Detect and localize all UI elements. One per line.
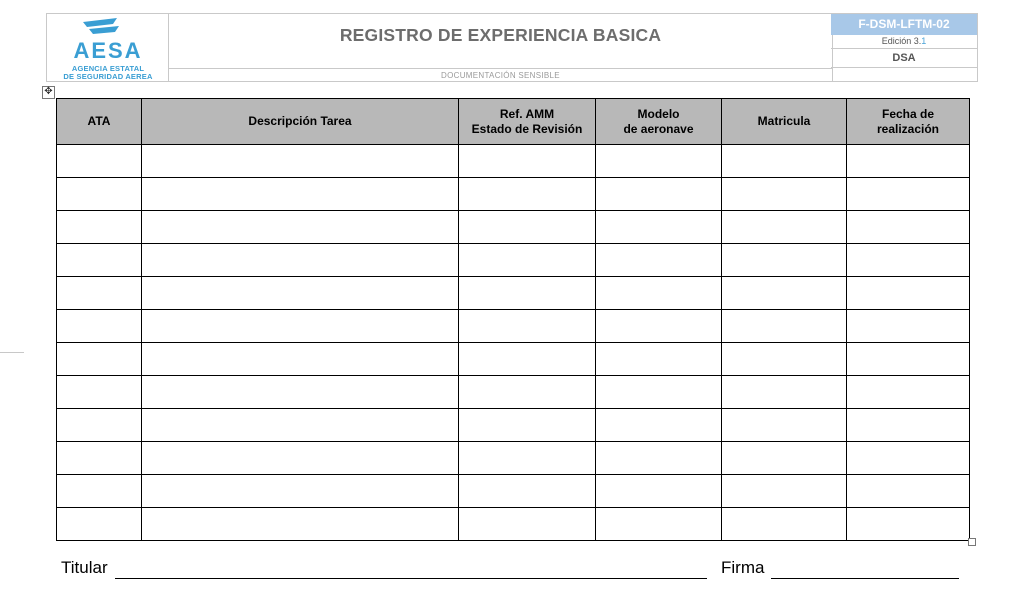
experience-table: [56, 98, 970, 541]
table-row: [57, 244, 970, 277]
table-row: [57, 409, 970, 442]
logo-line-2: DE SEGURIDAD AEREA: [63, 72, 153, 81]
table-cell[interactable]: [57, 178, 142, 211]
table-cell[interactable]: [459, 475, 596, 508]
table-cell[interactable]: [722, 475, 847, 508]
table-cell[interactable]: [57, 211, 142, 244]
table-cell[interactable]: [847, 475, 970, 508]
table-cell[interactable]: [57, 343, 142, 376]
table-cell[interactable]: [57, 442, 142, 475]
table-cell[interactable]: [847, 277, 970, 310]
move-handle-icon[interactable]: ✥: [42, 86, 55, 99]
table-cell[interactable]: [596, 244, 722, 277]
table-row: [57, 343, 970, 376]
table-cell[interactable]: [722, 409, 847, 442]
table-cell[interactable]: [722, 277, 847, 310]
table-cell[interactable]: [459, 178, 596, 211]
table-row: [57, 178, 970, 211]
table-cell[interactable]: [57, 475, 142, 508]
table-cell[interactable]: [847, 211, 970, 244]
table-cell[interactable]: [596, 508, 722, 541]
table-cell[interactable]: [142, 211, 459, 244]
table-cell[interactable]: [459, 145, 596, 178]
table-cell[interactable]: [459, 376, 596, 409]
logo-wordmark: AESA: [73, 38, 143, 63]
table-cell[interactable]: [57, 508, 142, 541]
table-cell[interactable]: [142, 376, 459, 409]
table-row: [57, 211, 970, 244]
table-cell[interactable]: [596, 277, 722, 310]
table-cell[interactable]: [847, 178, 970, 211]
table-cell[interactable]: [459, 277, 596, 310]
col-header-ata: ATA: [57, 99, 142, 145]
table-cell[interactable]: [596, 145, 722, 178]
table-cell[interactable]: [722, 508, 847, 541]
table-cell[interactable]: [847, 145, 970, 178]
col-header-matricula: Matricula: [722, 99, 847, 145]
table-cell[interactable]: [57, 310, 142, 343]
table-cell[interactable]: [596, 310, 722, 343]
table-cell[interactable]: [142, 442, 459, 475]
table-cell[interactable]: [847, 244, 970, 277]
edition-suffix: 1: [921, 36, 927, 46]
aesa-logo-icon: [77, 18, 137, 40]
table-row: [57, 508, 970, 541]
table-cell[interactable]: [459, 409, 596, 442]
table-row: [57, 475, 970, 508]
table-cell[interactable]: [847, 343, 970, 376]
col-header-fecha: Fecha de realización: [847, 99, 970, 145]
table-row: [57, 277, 970, 310]
table-cell[interactable]: [722, 310, 847, 343]
table-cell[interactable]: [459, 211, 596, 244]
table-header-row: [57, 99, 970, 145]
firma-line[interactable]: [771, 578, 959, 579]
table-cell[interactable]: [596, 178, 722, 211]
table-cell[interactable]: [596, 211, 722, 244]
table-cell[interactable]: [459, 343, 596, 376]
title-cell: [168, 13, 833, 82]
table-cell[interactable]: [142, 145, 459, 178]
table-cell[interactable]: [142, 409, 459, 442]
table-cell[interactable]: [57, 145, 142, 178]
table-row: [57, 442, 970, 475]
table-cell[interactable]: [596, 343, 722, 376]
table-cell[interactable]: [847, 409, 970, 442]
document-header: [46, 13, 978, 82]
edition-label: [831, 35, 977, 49]
table-cell[interactable]: [847, 376, 970, 409]
table-row: [57, 310, 970, 343]
table-row: [57, 145, 970, 178]
table-cell[interactable]: [596, 376, 722, 409]
table-cell[interactable]: [722, 178, 847, 211]
table-cell[interactable]: [142, 475, 459, 508]
document-title: REGISTRO DE EXPERIENCIA BASICA: [339, 25, 662, 45]
table-cell[interactable]: [142, 244, 459, 277]
table-cell[interactable]: [722, 145, 847, 178]
table-cell[interactable]: [57, 277, 142, 310]
table-cell[interactable]: [57, 409, 142, 442]
table-cell[interactable]: [142, 310, 459, 343]
table-cell[interactable]: [459, 310, 596, 343]
table-cell[interactable]: [142, 178, 459, 211]
titular-line[interactable]: [115, 578, 707, 579]
table-cell[interactable]: [459, 442, 596, 475]
resize-handle-icon[interactable]: [968, 538, 976, 546]
table-cell[interactable]: [847, 508, 970, 541]
document-code: F-DSM-LFTM-02: [831, 14, 977, 35]
margin-tick: [0, 352, 24, 353]
table-cell[interactable]: [459, 508, 596, 541]
col-header-ref-amm: Ref. AMM Estado de Revisión: [459, 99, 596, 145]
firma-label: Firma: [721, 558, 765, 577]
table-body: [57, 145, 970, 541]
table-cell[interactable]: [722, 343, 847, 376]
table-cell[interactable]: [722, 442, 847, 475]
table-cell[interactable]: [722, 376, 847, 409]
col-header-modelo: Modelo de aeronave: [596, 99, 722, 145]
table-cell[interactable]: [57, 376, 142, 409]
table-cell[interactable]: [847, 442, 970, 475]
table-cell[interactable]: [142, 277, 459, 310]
table-cell[interactable]: [142, 343, 459, 376]
titular-label: Titular: [61, 558, 108, 577]
table-cell[interactable]: [847, 310, 970, 343]
table-cell[interactable]: [596, 442, 722, 475]
document-subtitle: DOCUMENTACIÓN SENSIBLE: [169, 68, 832, 82]
table-cell[interactable]: [596, 475, 722, 508]
table-cell[interactable]: [57, 244, 142, 277]
logo-line-1: AGENCIA ESTATAL: [71, 64, 145, 73]
table-cell[interactable]: [722, 244, 847, 277]
table-row: [57, 376, 970, 409]
logo-cell: [46, 13, 169, 82]
code-cell: [831, 13, 978, 82]
department-label: DSA: [831, 49, 977, 68]
table-cell[interactable]: [142, 508, 459, 541]
col-header-descripcion: Descripción Tarea: [142, 99, 459, 145]
table-cell[interactable]: [596, 409, 722, 442]
table-cell[interactable]: [722, 211, 847, 244]
edition-prefix: Edición 3.: [881, 36, 922, 46]
table-cell[interactable]: [459, 244, 596, 277]
